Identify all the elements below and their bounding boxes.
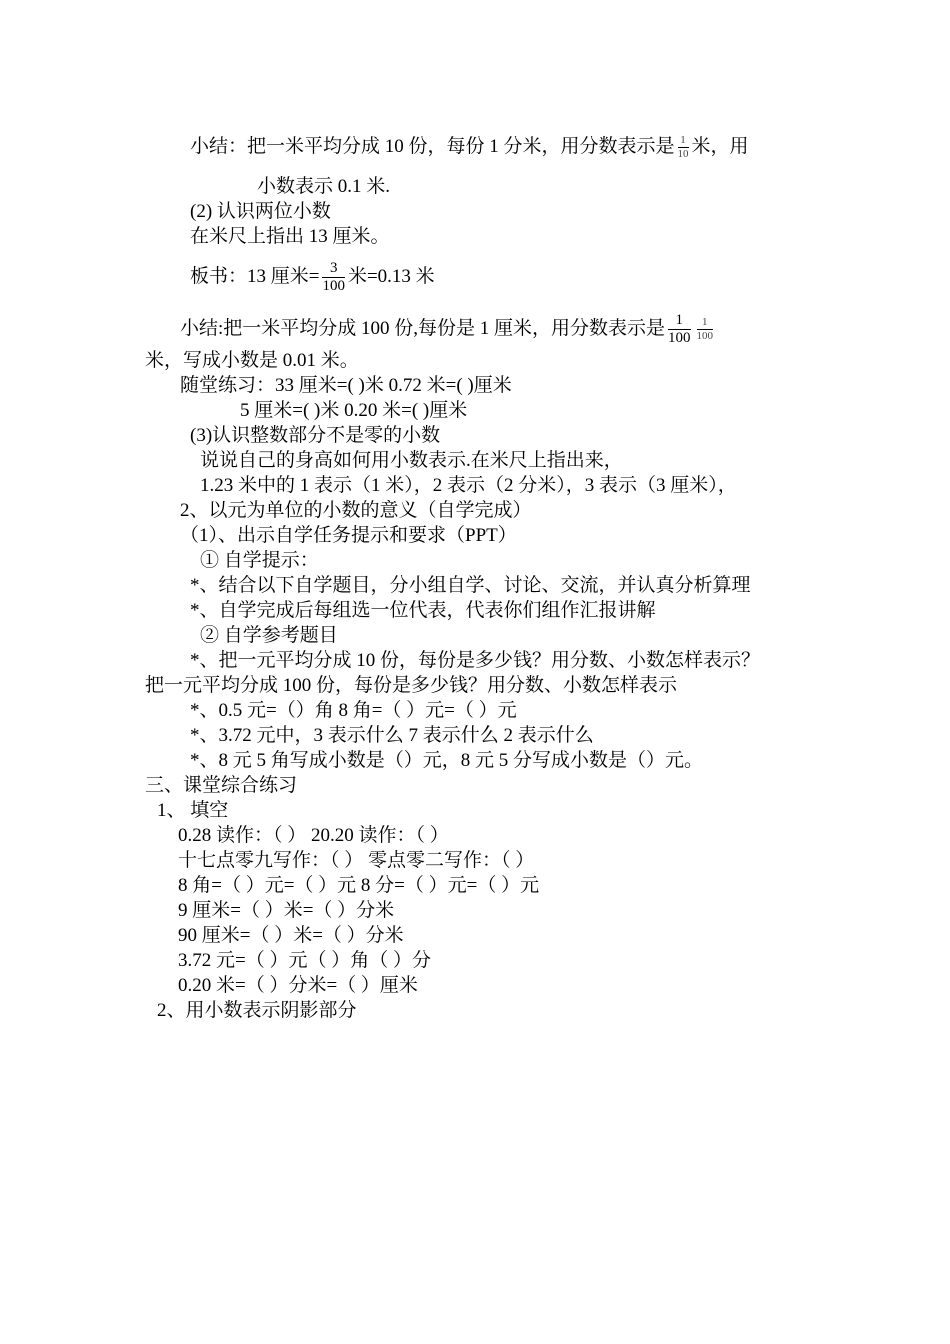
summary-tenth-cont: 小数表示 0.1 米. [257, 176, 391, 197]
part-three-heading: 三、课堂综合练习 [145, 775, 298, 796]
part-yuan-heading: 2、以元为单位的小数的意义（自学完成） [180, 500, 532, 521]
reference-questions-title: ② 自学参考题目 [200, 625, 338, 646]
exercise-1-line-3: 8 角=（ ）元=（ ）元 8 分=（ ）元=（ ）元 [178, 875, 540, 896]
question-2: *、0.5 元=（）角 8 角=（ ）元=（ ）元 [190, 700, 517, 721]
fraction-1-10: $\frac{1}{10}$ [677, 134, 689, 161]
height-decimal-line: 说说自己的身高如何用小数表示.在米尺上指出来， [200, 450, 623, 471]
question-4: *、8 元 5 角写成小数是（）元，8 元 5 分写成小数是（）元。 [190, 750, 704, 771]
exercise-1-line-7: 0.20 米=（ ）分米=（ ）厘米 [178, 975, 418, 996]
fraction-1-100-small: $\frac{1}{100}$ [696, 316, 714, 342]
section-two-digit-heading: (2) 认识两位小数 [190, 201, 331, 222]
summary-hundredth: 小结:把一米平均分成 100 份,每份是 1 厘米，用分数表示是 $\frac{1}{100}$ $\frac{1}{100}$ [180, 312, 714, 346]
fraction-1-100: $\frac{1}{100}$ [668, 312, 691, 346]
exercise-1-line-2: 十七点零九写作：（ ） 零点零二写作：（ ） [178, 850, 535, 871]
self-study-tip-2: *、自学完成后每组选一位代表，代表你们组作汇报讲解 [190, 600, 656, 621]
question-1a: *、把一元平均分成 10 份，每份是多少钱？用分数、小数怎样表示？ [190, 650, 761, 671]
summary-hundredth-cont: 米，写成小数是 0.01 米。 [145, 350, 359, 371]
self-study-task: （1）、出示自学任务提示和要求（PPT） [180, 525, 517, 546]
question-1b: 把一元平均分成 100 份，每份是多少钱？用分数、小数怎样表示 [145, 675, 678, 696]
practice-line-2: 5 厘米=( )米 0.20 米=( )厘米 [240, 400, 468, 421]
exercise-1-line-6: 3.72 元=（ ）元（ ）角（ ）分 [178, 950, 431, 971]
meaning-1-23-line: 1.23 米中的 1 表示（1 米），2 表示（2 分米），3 表示（3 厘米）， [200, 475, 737, 496]
fraction-3-100: $\frac{3}{100}$ [322, 260, 345, 294]
ruler-13cm-instruction: 在米尺上指出 13 厘米。 [190, 226, 390, 247]
exercise-1-line-5: 90 厘米=（ ）米=（ ）分米 [178, 925, 404, 946]
practice-line-1: 随堂练习：33 厘米=( )米 0.72 米=( )厘米 [180, 375, 512, 396]
exercise-2-title: 2、用小数表示阴影部分 [157, 1000, 357, 1021]
question-3: *、3.72 元中，3 表示什么 7 表示什么 2 表示什么 [190, 725, 594, 746]
section-integer-decimal-heading: (3)认识整数部分不是零的小数 [190, 425, 441, 446]
board-writing: 板书：13 厘米= $\frac{3}{100}$ 米=0.13 米 [190, 260, 435, 294]
summary-tenth: 小结：把一米平均分成 10 份，每份 1 分米，用分数表示是 $\frac{1}{10}$ 米，用 [190, 134, 749, 161]
self-study-tip-title: ① 自学提示： [200, 550, 319, 571]
exercise-1-title: 1、 填空 [157, 800, 229, 821]
exercise-1-line-4: 9 厘米=（ ）米=（ ）分米 [178, 900, 395, 921]
exercise-1-line-1: 0.28 读作：（ ） 20.20 读作：（ ） [178, 825, 449, 846]
self-study-tip-1: *、结合以下自学题目，分小组自学、讨论、交流，并认真分析算理 [190, 575, 751, 596]
